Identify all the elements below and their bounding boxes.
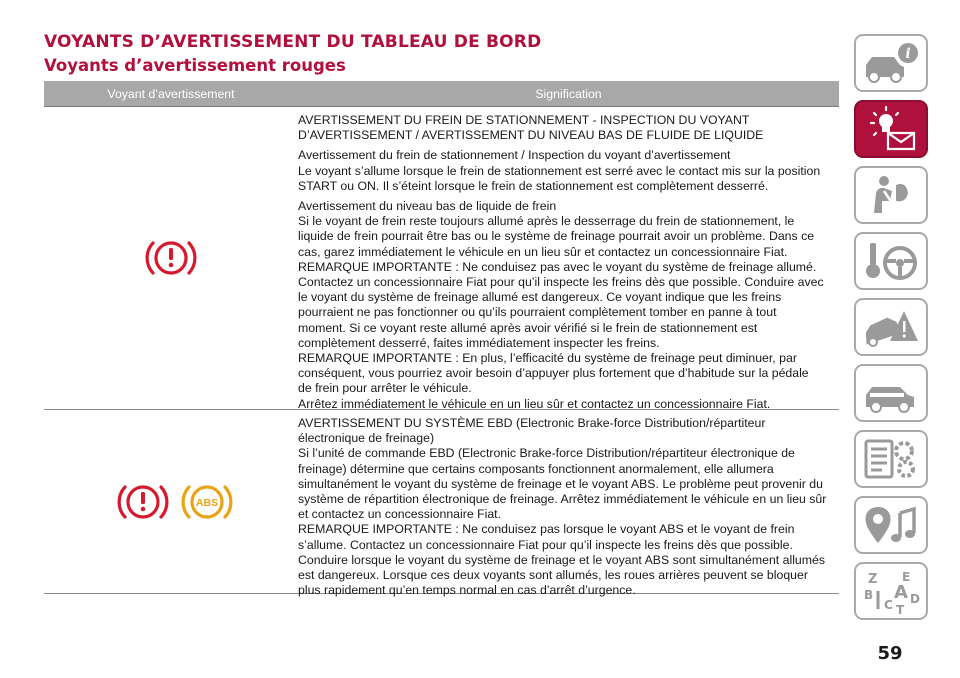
- tab-technical-data[interactable]: [854, 430, 928, 488]
- text-line: Si l’unité de commande EBD (Electronic Brake-force Distribution/répartiteur électronique de: [298, 446, 795, 461]
- table-row: [44, 410, 839, 598]
- svg-text:D: D: [910, 592, 920, 606]
- multimedia-icon: [860, 501, 922, 549]
- text-line: AVERTISSEMENT DU SYSTÈME EBD (Electronic Brake-force Distribution/répartiteur: [298, 416, 766, 430]
- warning-light-cell: [44, 107, 298, 409]
- svg-text:T: T: [896, 603, 905, 615]
- text-line: complètement desserré, faites immédiatement inspecter les freins.: [298, 335, 660, 350]
- text-line: système de répartition électronique de freinage. Arrêtez immédiatement le véhicule en un lieu sûr: [298, 492, 827, 507]
- text-line: pourraient ne pas fonctionner ou qu’ils pourraient complètement tomber en panne à tout: [298, 305, 777, 320]
- paragraph: [298, 113, 839, 143]
- section-title: VOYANTS D’AVERTISSEMENT DU TABLEAU DE BORD: [44, 32, 542, 52]
- warning-light-cell: [44, 410, 298, 593]
- text-line: Arrêtez immédiatement le véhicule en un lieu sûr et contactez un concessionnaire Fiat.: [298, 396, 771, 411]
- alphabetical-index-icon: [860, 567, 922, 615]
- text-line: freinage) détermine que certains composants fonctionnent anormalement, elle allumera: [298, 461, 774, 476]
- airbag-safety-icon: [860, 171, 922, 219]
- svg-text:B: B: [864, 588, 874, 602]
- table-row: [44, 107, 839, 410]
- text-line: D’AVERTISSEMENT / AVERTISSEMENT DU NIVEAU BAS DE FLUIDE DE LIQUIDE: [298, 128, 764, 143]
- meaning-cell: [298, 107, 839, 409]
- column-header-meaning: Signification: [535, 86, 602, 101]
- warning-lights-table: [44, 81, 839, 598]
- text-line: plus rapidement qu’en temps normal en cas d’arrêt d’urgence.: [298, 583, 636, 598]
- text-line: Avertissement du niveau bas de liquide de frein: [298, 199, 557, 214]
- text-line: REMARQUE IMPORTANTE : En plus, l’efficacité du système de freinage peut diminuer, par: [298, 351, 797, 366]
- tab-index[interactable]: [854, 562, 928, 620]
- svg-text:Z: Z: [868, 572, 878, 587]
- section-subtitle: Voyants d’avertissement rouges: [44, 56, 346, 75]
- paragraph: [298, 199, 839, 412]
- warning-lights-icon: [860, 105, 922, 153]
- text-line: START ou ON. Il s’éteint lorsque le frein de stationnement est complètement desserré.: [298, 178, 769, 193]
- text-line: de frein pour arrêter le véhicule.: [298, 381, 472, 396]
- text-line: conséquent, vous pourriez avoir besoin d’appuyer plus fortement que d’habitude sur la pédale: [298, 366, 809, 381]
- abs-label: ABS: [195, 496, 219, 509]
- text-line: AVERTISSEMENT DU FREIN DE STATIONNEMENT - INSPECTION DU VOYANT: [298, 113, 750, 127]
- tab-emergency[interactable]: [854, 298, 928, 356]
- tab-warning-lights[interactable]: [854, 100, 928, 158]
- key-steering-wheel-icon: [860, 237, 922, 285]
- tab-safety[interactable]: [854, 166, 928, 224]
- svg-text:i: i: [905, 46, 911, 62]
- text-line: est dangereux. Lorsque ces deux voyants sont allumés, les roues arrières peuvent se bloquer: [298, 568, 808, 583]
- text-line: Conduire lorsque le voyant du système de freinage et le voyant ABS sont simultanément allumés: [298, 552, 826, 567]
- abs-warning-icon: [179, 479, 235, 525]
- text-line: Avertissement du frein de stationnement / Inspection du voyant d’avertissement: [298, 148, 731, 163]
- meaning-cell: [298, 410, 839, 598]
- text-line: et contactez un concessionnaire Fiat.: [298, 507, 502, 522]
- tab-starting-driving[interactable]: [854, 232, 928, 290]
- svg-text:A: A: [894, 582, 908, 603]
- table-header: [44, 81, 839, 107]
- text-line: REMARQUE IMPORTANTE : Ne conduisez pas lorsque le voyant ABS et le voyant de frein: [298, 522, 795, 537]
- paragraph: [298, 416, 839, 598]
- tab-multimedia[interactable]: [854, 496, 928, 554]
- tab-maintenance[interactable]: [854, 364, 928, 422]
- brake-warning-icon: [115, 479, 171, 525]
- car-service-icon: [860, 369, 922, 417]
- text-line: REMARQUE IMPORTANTE : Ne conduisez pas avec le voyant du système de freinage allumé.: [298, 259, 817, 274]
- tab-car-info[interactable]: [854, 34, 928, 92]
- column-header-warning-light: Voyant d’avertissement: [107, 86, 235, 101]
- brake-warning-icon: [143, 235, 199, 281]
- text-line: cas, garez immédiatement le véhicule en un lieu sûr et contactez un concessionnaire Fiat.: [298, 244, 788, 259]
- text-line: s’allume. Contactez un concessionnaire Fiat pour qu’il inspecte les freins dès que possible.: [298, 537, 793, 552]
- svg-text:C: C: [884, 598, 893, 612]
- svg-text:E: E: [902, 570, 911, 584]
- text-line: simultanément le voyant du système de freinage et le voyant ABS. Le problème peut provenir du: [298, 476, 823, 491]
- text-line: Si le voyant de frein reste toujours allumé après le desserrage du frein de stationnement, le: [298, 214, 795, 229]
- page-number: 59: [877, 643, 903, 664]
- text-line: électronique de freinage): [298, 431, 435, 446]
- car-breakdown-icon: [860, 303, 922, 351]
- text-line: le voyant du système de freinage allumé est dangereux. Ce voyant indique que les freins: [298, 290, 782, 305]
- paragraph: [298, 148, 839, 194]
- car-info-icon: [860, 39, 922, 87]
- text-line: Contactez un concessionnaire Fiat pour qu’il inspecte les freins dès que possible. Conduire avec: [298, 275, 824, 290]
- text-line: Le voyant s’allume lorsque le frein de stationnement est serré avec le contact mis sur la position: [298, 163, 821, 178]
- text-line: liquide de frein pourrait être bas ou le système de freinage pourrait avoir un problème. Dans ce: [298, 229, 815, 244]
- specifications-gears-icon: [860, 435, 922, 483]
- text-line: moment. Si ce voyant reste allumé après avoir vérifié si le frein de stationnement est: [298, 320, 758, 335]
